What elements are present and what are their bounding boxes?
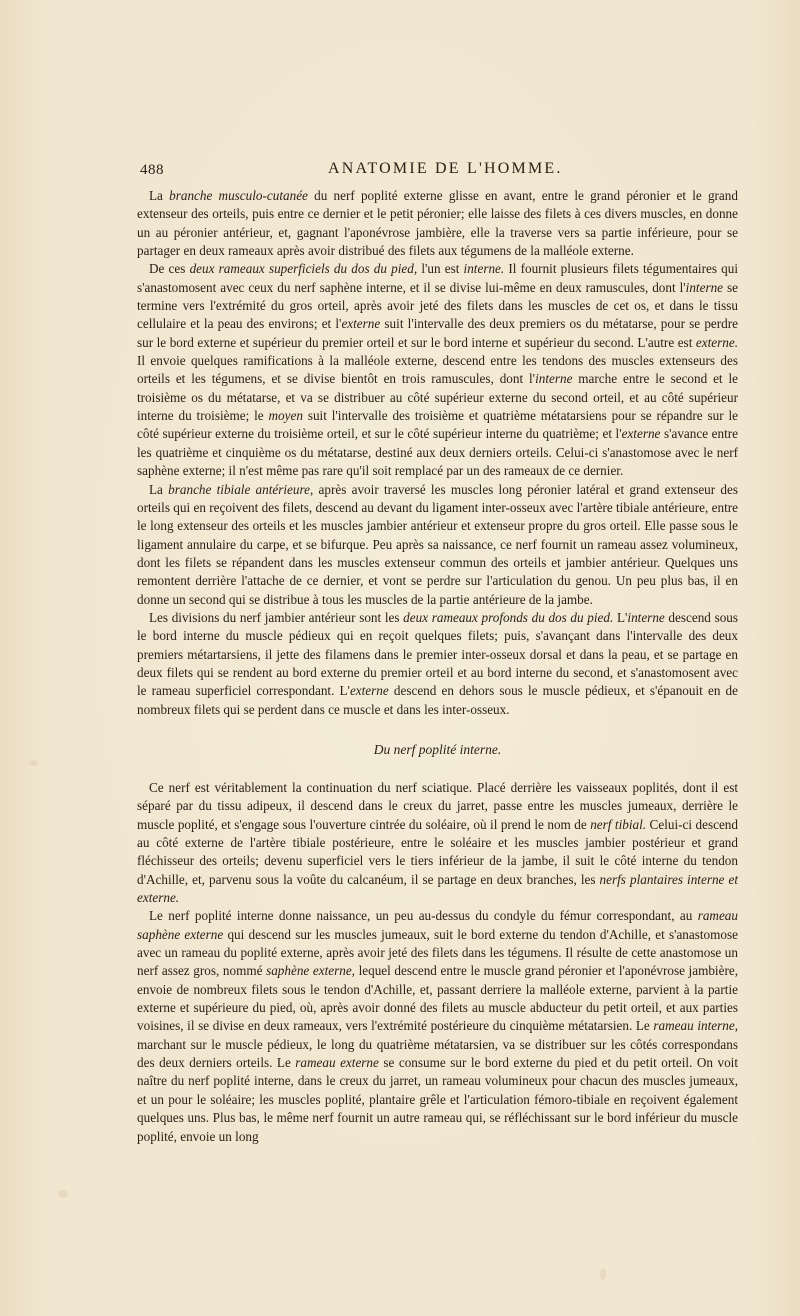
italic-run: interne. (463, 261, 505, 277)
italic-run: interne (535, 371, 573, 387)
text-run: De ces (149, 261, 190, 277)
text-run: descend sous le bord interne du muscle pédieux qui en reçoit quelques filets; puis, s'avançant dans l'intervalle des deux premiers métartarsiens, il jette des filamens dans le premier inter-osseux dorsal et dans la peau, et se partage en deux filets qui se rendent au bord externe du premier orteil et au bord interne du second, et s'anastomosent avec le rameau superficiel correspondant. L' (137, 609, 739, 699)
text-section-part2 (137, 779, 738, 1146)
text-run: descend en dehors sous le muscle pédieux, et s'épanouit en de nombreux filets qui se perdent dans ce muscle et dans les inter-osseux. (137, 683, 738, 717)
text-run: se termine vers l'extrémité du gros orteil, après avoir jeté des filets dans les muscles de cet os, et dans le tissu cellulaire et la peau des environs; et l' (137, 279, 738, 332)
italic-run: deux rameaux superficiels du dos du pied, (189, 261, 418, 277)
paper-stain (58, 1190, 68, 1198)
italic-run: rameau saphène externe (137, 908, 738, 942)
text-run: suit l'intervalle des troisième et quatrième métatarsiens pour se répandre sur le côté supérieur externe du troisième orteil, et sur le côté supérieur interne du quatrième; et l' (137, 408, 738, 442)
italic-run: externe (341, 316, 381, 332)
paragraph (137, 609, 738, 719)
text-run: marche entre le second et le troisième os du métatarse, et va se distribuer au côté supérieur externe du second orteil, et au côté supérieur interne du troisième; le (137, 371, 738, 424)
text-section-part1 (137, 187, 738, 719)
italic-run: nerfs plantaires interne et externe. (137, 871, 738, 906)
italic-run: saphène externe, (266, 963, 355, 979)
page-header (140, 162, 738, 182)
italic-run: branche musculo-cutanée (169, 188, 308, 203)
running-title: ANATOMIE DE L'HOMME. (328, 160, 563, 177)
italic-run: interne (627, 609, 665, 625)
text-run: Celui-ci descend au côté externe de l'artère tibiale postérieure, entre le soléaire et les muscles jambier postérieur et grand fléchisseur des orteils; devenu superficiel vers le tiers inférieur de la jambe, il suit le côté interne du tendon d'Achille, et, parvenu sous la voûte du calcanéum, il se partage en deux branches, les (137, 816, 738, 887)
text-run: du nerf poplité externe glisse en avant, entre le grand péronier et le grand extenseur des orteils, puis entre ce dernier et le petit péronier; elle laisse des filets à ces divers muscles, en donne un au péronier antérieur, et, gagnant l'aponévrose jambière, elle la traverse vers sa partie inférieure, pour se partager en deux rameaux après avoir distribué des filets aux tégumens de la malléole externe. (137, 188, 738, 259)
text-run: Ce nerf est véritablement la continuation du nerf sciatique. Placé derrière les vaisseaux poplités, dont il est séparé par du tissu adipeux, il descend dans le creux du jarret, passe entre les muscles jumeaux, derrière le muscle poplité, et s'engage sous l'ouverture cintrée du soléaire, où il prend le nom de (137, 779, 738, 832)
text-run: qui descend sur les muscles jumeaux, suit le bord externe du tendon d'Achille, et s'anastomose avec un rameau du poplité externe, après avoir jeté des filets dans les tégumens. Il résulte de cette anastomose un nerf assez gros, nommé (137, 926, 738, 979)
text-run: Les divisions du nerf jambier antérieur sont les (149, 609, 404, 625)
body-text (137, 187, 738, 1146)
italic-run: externe (621, 426, 661, 442)
paragraph (137, 260, 738, 480)
paragraph (137, 481, 738, 609)
italic-run: rameau interne (653, 1018, 735, 1034)
text-run: , marchant sur le muscle pédieux, le long du quatrième métatarsien, va se distribuer sur les côtés correspondans des deux derniers orteils. Le (137, 1018, 738, 1071)
section-heading: Du nerf poplité interne. (373, 741, 502, 757)
text-run: s'avance entre les quatrième et cinquième os du métatarse, destiné aux deux derniers orteils. Celui-ci s'anastomose avec le nerf saphène externe; il n'est même pas rare qu'il soit remplacé par un des rameaux de ce dernier. (137, 426, 738, 479)
text-run: La (149, 188, 170, 203)
text-run: L' (613, 609, 628, 625)
italic-run: rameau externe (295, 1055, 379, 1071)
text-run: Le nerf poplité interne donne naissance, un peu au-dessus du condyle du fémur correspondant, au (149, 908, 698, 924)
italic-run: externe. (695, 334, 738, 350)
italic-run: branche tibiale antérieure, (168, 481, 314, 497)
text-run: La (149, 481, 169, 497)
text-run: lequel descend entre le muscle grand péronier et l'aponévrose jambière, envoie de nombreux filets sous le tendon d'Achille, et, passant derriere la malléole externe, parvient à la partie externe et supérieure du pied, où, après avoir donné des filets au muscle abducteur du petit orteil, et aux parties voisines, il se divise en deux rameaux, vers l'extrémité postérieure du cinquième métatarsien. Le (137, 963, 738, 1034)
italic-run: externe (349, 683, 389, 699)
paper-stain (30, 760, 38, 766)
text-run: Il envoie quelques ramifications à la malléole externe, descend entre les tendons des muscles extenseurs des orteils et les tégumens, et se divise bientôt en trois ramuscules, dont l' (137, 353, 738, 387)
italic-run: deux rameaux profonds du dos du pied. (403, 609, 614, 625)
text-run: suit l'intervalle des deux premiers os du métatarse, pour se perdre sur le bord externe et supérieur du premier orteil et sur le bord interne et supérieur du second. L'autre est (137, 316, 738, 350)
paragraph (137, 907, 738, 1145)
text-run: se consume sur le bord externe du pied et du petit orteil. On voit naître du nerf poplité interne, dans le creux du jarret, un rameau volumineux pour chacun des muscles jumeaux, et un pour le soléaire; les muscles poplité, plantaire grêle et l'articulation fémoro-tibiale en reçoivent également quelques uns. Plus bas, le même nerf fournit un autre rameau qui, se réfléchissant sur le bord inférieur du muscle poplité, envoie un long (137, 1055, 738, 1144)
text-run: l'un est (417, 261, 464, 277)
page-number: 488 (140, 162, 164, 178)
text-run: après avoir traversé les muscles long péronier latéral et grand extenseur des orteils qui en reçoivent des filets, descend au devant du ligament inter-osseux avec l'artère tibiale antérieure, entre le long extenseur des orteils et les muscles jambier antérieur et extenseur propre du gros orteil. Elle passe sous le ligament annulaire du carpe, et se bifurque. Peu après sa naissance, ce nerf fournit un rameau assez volumineux, dont les filets se répandent dans les muscles extenseur commun des orteils et jambier antérieur. Quelques uns remontent derrière l'attache de ce dernier, et vont se perdre sur l'articulation du genou. Un peu plus bas, il en donne un second qui se distribue à tous les muscles de la partie antérieure de la jambe. (137, 481, 738, 607)
italic-run: interne (685, 279, 724, 295)
italic-run: moyen (268, 408, 303, 424)
paragraph (137, 187, 738, 260)
paragraph (137, 779, 738, 907)
paper-stain (600, 1268, 606, 1280)
italic-run: nerf tibial. (590, 816, 647, 832)
text-run: Il fournit plusieurs filets tégumentaires qui s'anastomosent avec ceux du nerf saphène interne, et il se divise lui-même en deux ramuscules, dont l' (137, 261, 738, 295)
